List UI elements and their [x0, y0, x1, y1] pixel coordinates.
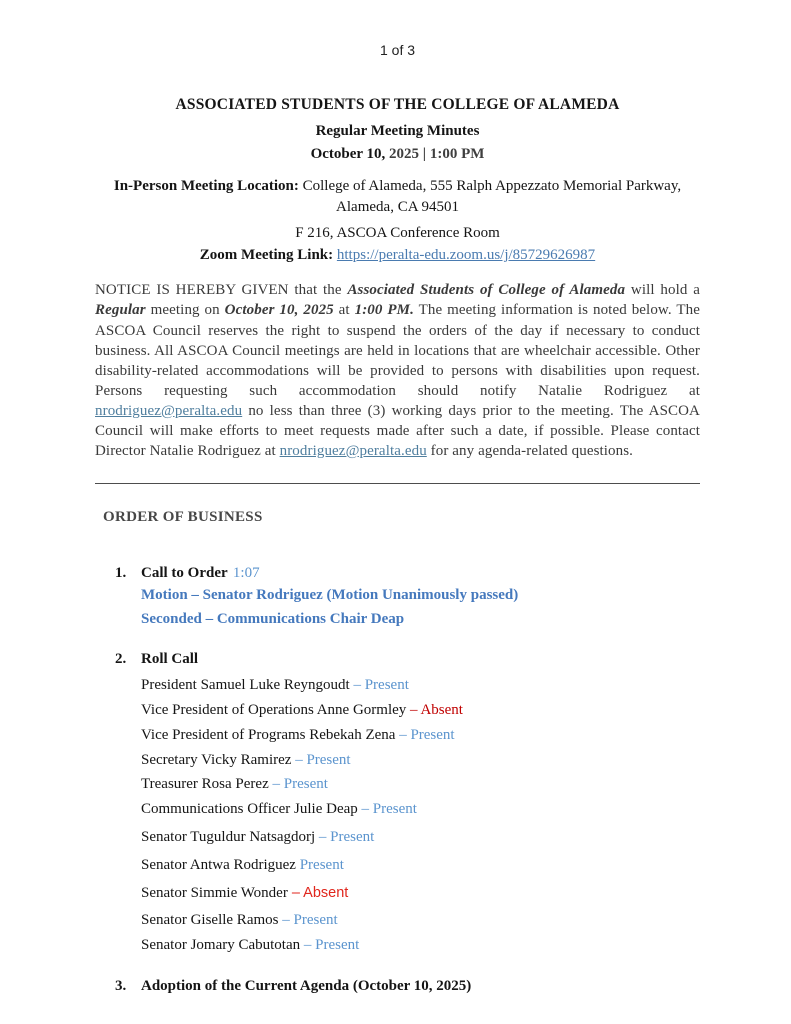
- member-name: Treasurer Rosa Perez: [141, 776, 269, 793]
- attendance-status: – Present: [395, 726, 455, 743]
- page-number: 1 of 3: [379, 42, 416, 58]
- meeting-location: [95, 176, 700, 217]
- member-name: President Samuel Luke Reyngoudt: [141, 677, 350, 694]
- agenda-item-roll-call: [115, 651, 700, 956]
- seconded-line: Seconded – Communications Chair Deap: [141, 610, 405, 627]
- notice-paragraph: [95, 280, 700, 461]
- notice-text: The meeting information is noted below. The ASCOA Council reserves the right to suspend the orders of the day if necessary to conduct business. All ASCOA Council meetings are held in locations that are wheelchair accessible. Other disability-related accommodations will be provided to persons with disabilities upon request. Persons requesting such accommodation should notify Natalie Rodriguez at: [95, 302, 700, 399]
- notice-emphasis: Associated Students of College of Alameda: [347, 282, 626, 299]
- attendance-status: – Present: [268, 776, 328, 793]
- agenda-list: [115, 565, 700, 995]
- member-name: Senator Jomary Cabutotan: [141, 937, 301, 954]
- roll-call-row: [141, 676, 700, 696]
- zoom-meeting-line: [95, 247, 700, 264]
- email-link[interactable]: nrodriguez@peralta.edu: [95, 402, 243, 419]
- notice-text: for any agenda-related questions.: [426, 443, 634, 460]
- attendance-status: – Present: [315, 829, 375, 845]
- agenda-item-number: 2.: [115, 651, 127, 668]
- member-name: Senator Tuguldur Natsagdorj: [141, 829, 316, 845]
- section-divider: [95, 483, 700, 484]
- meeting-date: October 10,: [310, 146, 386, 162]
- notice-text: NOTICE IS HEREBY GIVEN that the: [95, 282, 348, 299]
- call-to-order-time: 1:07: [232, 565, 260, 582]
- attendance-status: Present: [295, 856, 344, 873]
- notice-text: at: [333, 302, 355, 319]
- roll-call-row: [141, 726, 700, 746]
- agenda-item-number: 3.: [115, 977, 127, 994]
- notice-text: will hold a: [625, 282, 700, 299]
- motion-line: Motion – Senator Rodriguez (Motion Unanimously passed): [141, 587, 519, 604]
- member-name: Senator Antwa Rodriguez: [141, 856, 296, 873]
- agenda-item-adoption: [115, 978, 700, 995]
- attendance-status: – Present: [291, 751, 351, 768]
- roll-call-row: [141, 828, 700, 848]
- roll-call-row: [141, 800, 700, 820]
- member-name: Secretary Vicky Ramirez: [141, 751, 292, 768]
- attendance-status: – Absent: [287, 884, 349, 901]
- member-name: Senator Simmie Wonder: [141, 884, 288, 901]
- notice-text: no less than three (3) working days prior to the meeting. The ASCOA Council will make efforts to meet requests made after such a date, if possible. Please contact Director Natalie Rodriguez at: [95, 402, 700, 460]
- attendance-status: – Present: [349, 677, 409, 694]
- member-name: Senator Giselle Ramos: [141, 912, 279, 929]
- roll-call-row: [141, 751, 700, 771]
- notice-emphasis: October 10, 2025: [224, 302, 334, 319]
- roll-call-row: [141, 911, 700, 931]
- conference-room: F 216, ASCOA Conference Room: [295, 225, 500, 242]
- adoption-title: Adoption of the Current Agenda (October 10, 2025): [141, 977, 472, 994]
- roll-call-list: [141, 676, 700, 956]
- roll-call-row: [141, 775, 700, 795]
- agenda-item-number: 1.: [115, 565, 127, 582]
- location-city: Alameda, CA 94501: [336, 198, 459, 215]
- meeting-year-time: 2025 | 1:00 PM: [385, 146, 485, 162]
- member-name: Communications Officer Julie Deap: [141, 801, 358, 818]
- zoom-link-label: Zoom Meeting Link:: [199, 247, 337, 264]
- roll-call-row: [141, 856, 700, 876]
- notice-emphasis: 1:00 PM.: [354, 302, 414, 319]
- agenda-item-call-to-order: [115, 565, 700, 629]
- location-address: College of Alameda, 555 Ralph Appezzato Memorial Parkway,: [298, 178, 682, 194]
- roll-call-row: [141, 936, 700, 956]
- meeting-datetime: [95, 146, 700, 163]
- attendance-status: – Absent: [406, 702, 463, 719]
- notice-text: meeting on: [145, 302, 225, 319]
- document-title: ASSOCIATED STUDENTS OF THE COLLEGE OF ALAMEDA: [175, 96, 620, 113]
- zoom-meeting-link[interactable]: https://peralta-edu.zoom.us/j/85729626987: [336, 247, 596, 264]
- email-link[interactable]: nrodriguez@peralta.edu: [279, 443, 427, 460]
- notice-emphasis: Regular: [95, 302, 146, 319]
- location-label: In-Person Meeting Location:: [113, 178, 299, 194]
- roll-call-title: Roll Call: [141, 651, 199, 668]
- member-name: Vice President of Operations Anne Gormley: [141, 702, 407, 719]
- call-to-order-title: Call to Order: [141, 565, 228, 582]
- document-subtitle: Regular Meeting Minutes: [315, 123, 480, 139]
- roll-call-row: [141, 884, 700, 904]
- attendance-status: – Present: [278, 912, 338, 929]
- member-name: Vice President of Programs Rebekah Zena: [141, 726, 396, 743]
- attendance-status: – Present: [357, 801, 417, 818]
- attendance-status: – Present: [300, 937, 360, 954]
- roll-call-row: [141, 701, 700, 721]
- order-of-business-heading: ORDER OF BUSINESS: [103, 509, 263, 526]
